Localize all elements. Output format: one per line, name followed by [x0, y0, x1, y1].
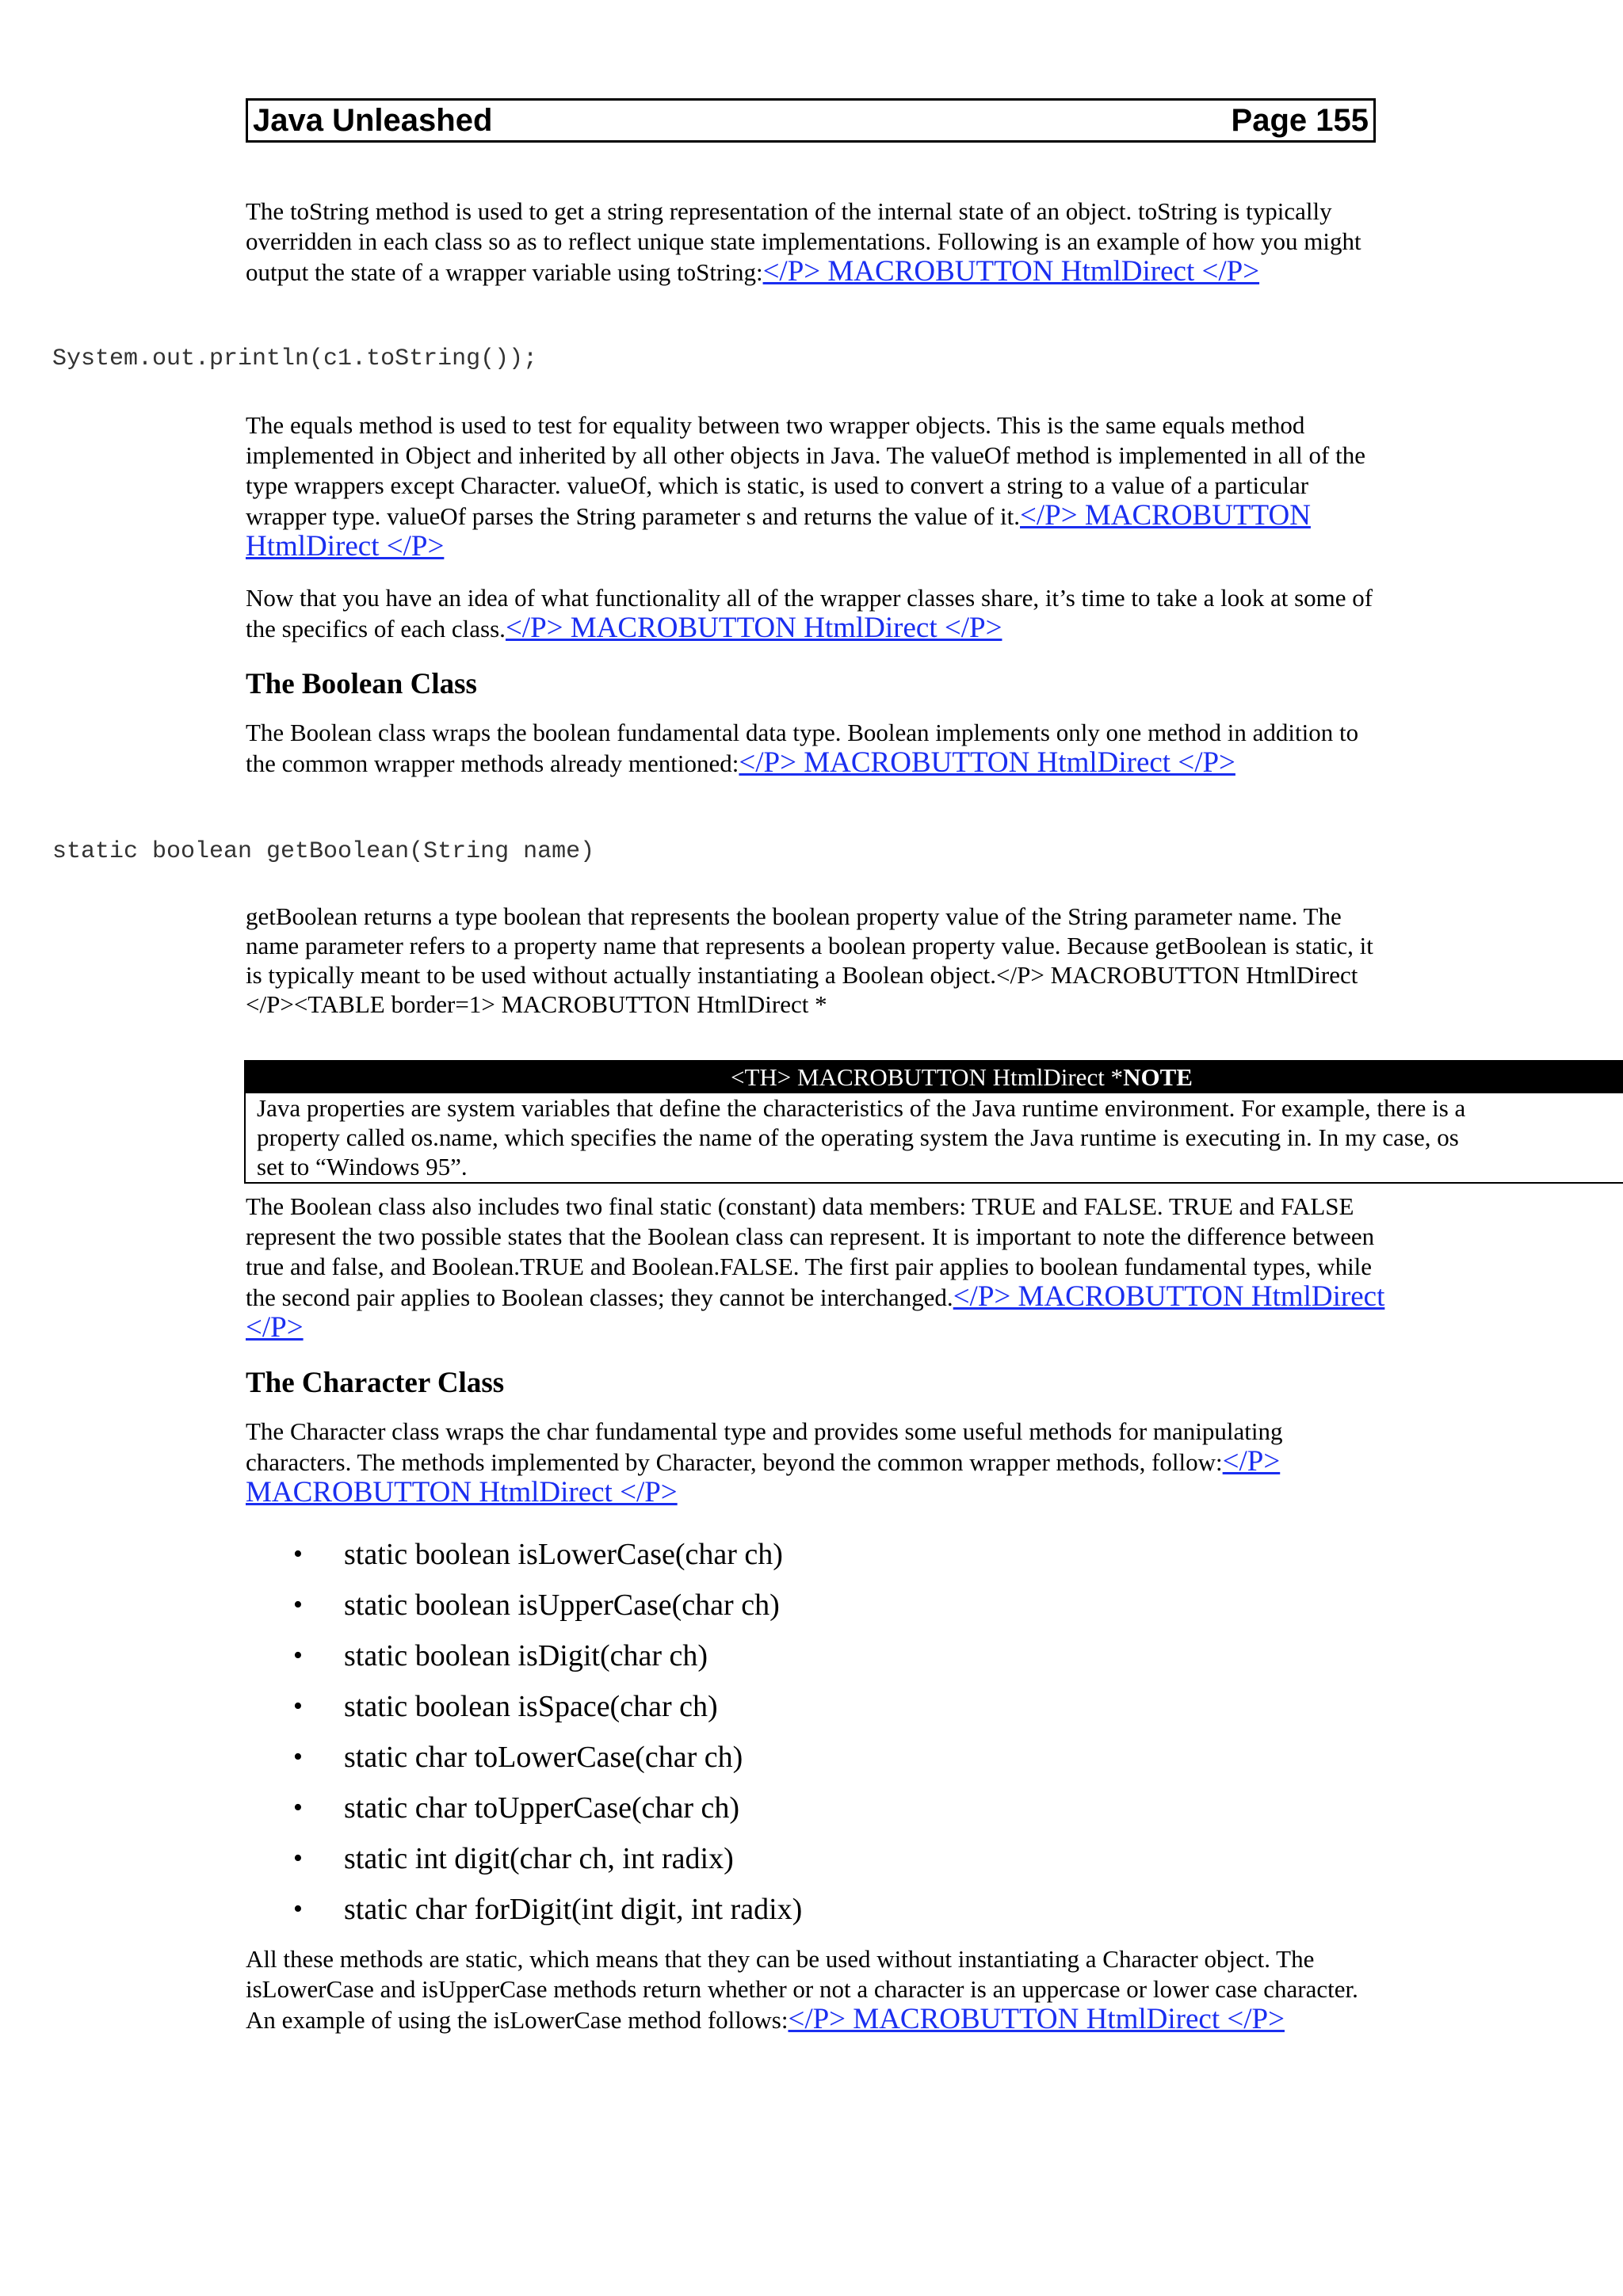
paragraph-boolean-constants — [246, 1192, 1387, 1344]
method-signature: static int digit(char ch, int radix) — [344, 1842, 734, 1875]
macrobutton-link[interactable]: </P> MACROBUTTON HtmlDirect </P> — [788, 2003, 1285, 2035]
method-signature: static char toUpperCase(char ch) — [344, 1791, 740, 1825]
macrobutton-link[interactable]: </P> MACROBUTTON HtmlDirect </P> — [505, 612, 1002, 644]
method-signature: static char toLowerCase(char ch) — [344, 1741, 743, 1774]
list-item — [293, 1588, 802, 1638]
book-title: Java Unleashed — [253, 102, 493, 138]
list-item — [293, 1841, 802, 1892]
bullet-icon: • — [293, 1590, 303, 1619]
code-sample-getboolean: static boolean getBoolean(String name) — [52, 838, 595, 865]
bullet-icon: • — [293, 1844, 303, 1873]
method-signature: static boolean isSpace(char ch) — [344, 1690, 718, 1723]
paragraph-getboolean — [246, 902, 1387, 1019]
note-line: set to “Windows 95”. — [257, 1153, 468, 1180]
paragraph-text: The toString method is used to get a string representation of the internal state of an object. toString is typically overridden in each class so as to reflect unique state implementations. Following is an example of how you might output the state of a wrapper variable using toString: — [246, 197, 1361, 286]
list-item — [293, 1892, 802, 1943]
method-signature: static boolean isLowerCase(char ch) — [344, 1538, 783, 1571]
macrobutton-link[interactable]: </P> MACROBUTTON HtmlDirect </P> — [246, 1280, 1385, 1344]
note-line: Java properties are system variables that define the characteristics of the Java runtime environment. For example, there is a — [257, 1094, 1466, 1122]
paragraph-text: The equals method is used to test for equality between two wrapper objects. This is the same equals method implemented in Object and inherited by all other objects in Java. The valueOf method is implemented in all of the type wrappers except Character. valueOf, which is static, is used to convert a string to a value of a particular wrapper type. valueOf parses the String parameter s and returns the value of it. — [246, 411, 1365, 530]
note-label: NOTE — [1123, 1063, 1193, 1091]
paragraph-text: The Boolean class also includes two final static (constant) data members: TRUE and FALSE. TRUE and FALSE represent the two possible states that the Boolean class can represent. It is important to note the difference between true and false, and Boolean.TRUE and Boolean.FALSE. The first pair applies to boolean fundamental types, while the second pair applies to Boolean classes; they cannot be interchanged. — [246, 1192, 1375, 1311]
paragraph-text: The Boolean class wraps the boolean fundamental data type. Boolean implements only one method in addition to the common wrapper methods already mentioned: — [246, 719, 1359, 777]
method-list — [293, 1537, 802, 1943]
paragraph-character-intro — [246, 1417, 1387, 1508]
bullet-icon: • — [293, 1691, 303, 1721]
note-box — [244, 1060, 1623, 1184]
code-sample-tostring: System.out.println(c1.toString()); — [52, 345, 538, 372]
bullet-icon: • — [293, 1539, 303, 1569]
list-item — [293, 1537, 802, 1588]
bullet-icon: • — [293, 1894, 303, 1924]
paragraph-overview — [246, 583, 1387, 644]
paragraph-equals — [246, 410, 1387, 563]
paragraph-tostring — [246, 196, 1387, 288]
page-number: Page 155 — [1231, 102, 1369, 138]
method-signature: static boolean isDigit(char ch) — [344, 1639, 708, 1672]
paragraph-text: Now that you have an idea of what functionality all of the wrapper classes share, it’s time to take a look at some of the specifics of each class. — [246, 584, 1373, 643]
list-item — [293, 1689, 802, 1740]
section-heading-character: The Character Class — [246, 1367, 505, 1399]
list-item — [293, 1791, 802, 1841]
bullet-icon: • — [293, 1793, 303, 1822]
page-header — [246, 98, 1376, 143]
paragraph-boolean-intro — [246, 718, 1387, 779]
paragraph-text: The Character class wraps the char fundamental type and provides some useful methods for manipulating characters. The methods implemented by Character, beyond the common wrapper methods, follow: — [246, 1417, 1283, 1476]
paragraph-text: All these methods are static, which means that they can be used without instantiating a Character object. The isLowerCase and isUpperCase methods return whether or not a character is an uppercase or lower case character. An example of using the isLowerCase method follows: — [246, 1945, 1358, 2034]
note-body — [246, 1093, 1623, 1181]
bullet-icon: • — [293, 1641, 303, 1670]
macrobutton-link[interactable]: </P> MACROBUTTON HtmlDirect </P> — [246, 499, 1311, 563]
macrobutton-link[interactable]: </P> MACROBUTTON HtmlDirect </P> — [246, 1445, 1281, 1508]
note-header-text: <TH> MACROBUTTON HtmlDirect * — [731, 1063, 1124, 1091]
method-signature: static char forDigit(int digit, int radix) — [344, 1893, 803, 1926]
list-item — [293, 1740, 802, 1791]
section-heading-boolean: The Boolean Class — [246, 668, 477, 700]
paragraph-text: getBoolean returns a type boolean that represents the boolean property value of the String parameter name. The name parameter refers to a property name that represents a boolean property value. Because getBoolean is static, it is typically meant to be used without actually instantiating a Boolean object.</P> MACROBUTTON HtmlDirect </P><TABLE border=1> MACROBUTTON HtmlDirect * — [246, 902, 1373, 1018]
method-signature: static boolean isUpperCase(char ch) — [344, 1589, 780, 1622]
note-line: property called os.name, which specifies the name of the operating system the Java runtime is executing in. In my case, os — [257, 1123, 1459, 1151]
bullet-icon: • — [293, 1742, 303, 1772]
paragraph-character-static — [246, 1944, 1387, 2035]
macrobutton-link[interactable]: </P> MACROBUTTON HtmlDirect </P> — [739, 746, 1235, 779]
macrobutton-link[interactable]: </P> MACROBUTTON HtmlDirect </P> — [762, 255, 1260, 288]
list-item — [293, 1638, 802, 1689]
note-header — [246, 1062, 1623, 1093]
